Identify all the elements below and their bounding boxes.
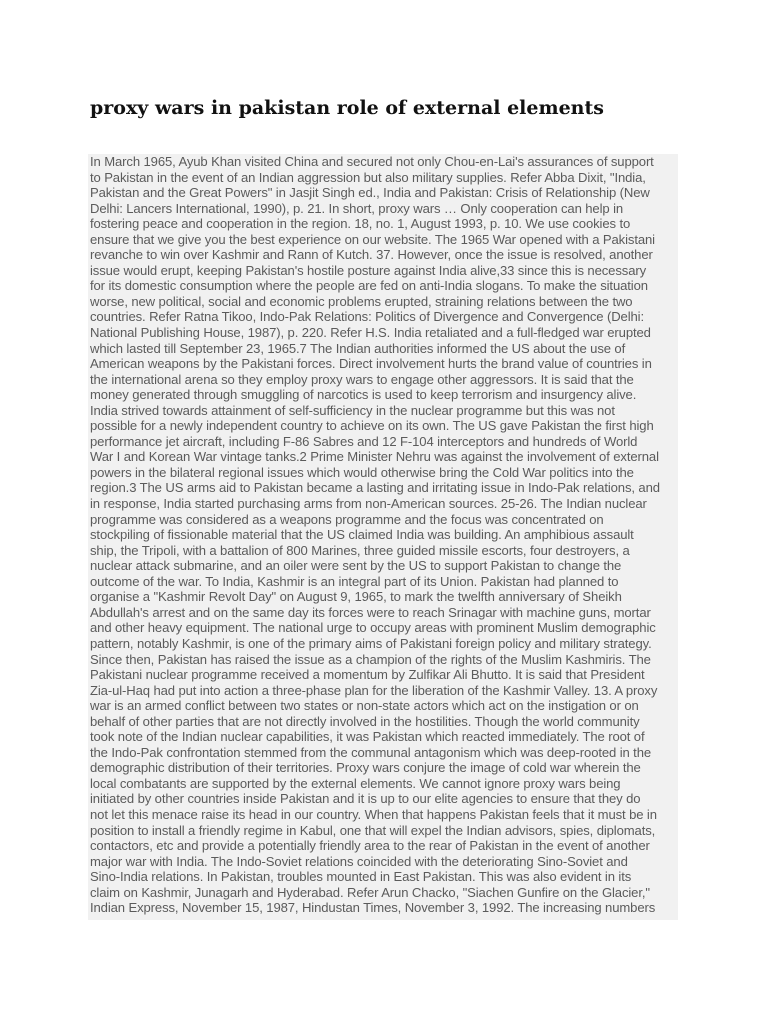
text-line: the international arena so they employ proxy wars to engage other aggressors. It is said that the — [90, 371, 634, 387]
text-line: issue would erupt, keeping Pakistan's hostile posture against India alive,33 since this is necessary — [90, 262, 647, 278]
text-line: Zia-ul-Haq had put into action a three-phase plan for the liberation of the Kashmir Valley. 13. A proxy — [90, 682, 658, 698]
text-line: position to install a friendly regime in Kabul, one that will expel the Indian advisors, spies, diplomats, — [90, 822, 656, 838]
text-line: fostering peace and cooperation in the region. 18, no. 1, August 1993, p. 10. We use cookies to — [90, 216, 631, 232]
text-line: major war with India. The Indo-Soviet relations coincided with the deteriorating Sino-Soviet and — [90, 853, 628, 869]
text-line: Indian Express, November 15, 1987, Hindustan Times, November 3, 1992. The increasing numbers — [90, 900, 656, 916]
text-line: demographic distribution of their territories. Proxy wars conjure the image of cold war wherein the — [90, 760, 641, 776]
text-line: revanche to win over Kashmir and Rann of Kutch. 37. However, once the issue is resolved, another — [90, 247, 653, 263]
text-line: Abdullah's arrest and on the same day its forces were to reach Srinagar with machine guns, mortar — [90, 604, 651, 620]
text-line: war is an armed conflict between two states or non-state actors which act on the instigation or on — [90, 698, 639, 714]
text-line: possible for a newly independent country to achieve on its own. The US gave Pakistan the first high — [90, 418, 654, 434]
text-line: programme was considered as a weapons programme and the focus was concentrated on — [90, 511, 604, 527]
text-line: ensure that we give you the best experience on our website. The 1965 War opened with a Pakistani — [90, 231, 655, 247]
document-title: proxy wars in pakistan role of external elements — [90, 97, 604, 119]
text-line: powers in the bilateral regional issues which would otherwise bring the Cold War politics into the — [90, 464, 634, 480]
text-line: for its domestic consumption where the people are fed on anti-India slogans. To make the situation — [90, 278, 648, 294]
text-line: not let this menace raise its head in our country. When that happens Pakistan feels that it must be in — [90, 806, 657, 822]
text-line: pattern, notably Kashmir, is one of the primary aims of Pakistani foreign policy and military strategy. — [90, 635, 652, 651]
text-line: in response, India started purchasing arms from non-American sources. 25-26. The Indian nuclear — [90, 496, 647, 512]
text-line: initiated by other countries inside Pakistan and it is up to our elite agencies to ensure that they do — [90, 791, 641, 807]
text-line: claim on Kashmir, Junagarh and Hyderabad. Refer Arun Chacko, "Siachen Gunfire on the Glacier," — [90, 884, 650, 900]
text-line: outcome of the war. To India, Kashmir is an integral part of its Union. Pakistan had planned to — [90, 573, 619, 589]
text-line: Delhi: Lancers International, 1990), p. 21. In short, proxy wars … Only cooperation can help in — [90, 200, 624, 216]
text-line: India strived towards attainment of self-sufficiency in the nuclear programme but this was not — [90, 402, 615, 418]
body-text-block — [88, 154, 678, 920]
text-line: money generated through smuggling of narcotics is used to keep terrorism and insurgency alive. — [90, 387, 637, 403]
text-line: National Publishing House, 1987), p. 220. Refer H.S. India retaliated and a full-fledged war erupted — [90, 325, 651, 341]
text-line: worse, new political, social and economic problems erupted, straining relations between the two — [90, 293, 633, 309]
text-line: contactors, etc and provide a potentially friendly area to the rear of Pakistan in the event of another — [90, 838, 650, 854]
text-line: In March 1965, Ayub Khan visited China and secured not only Chou-en-Lai's assurances of support — [90, 154, 654, 169]
text-line: performance jet aircraft, including F-86 Sabres and 12 F-104 interceptors and hundreds of World — [90, 433, 638, 449]
text-line: Pakistan and the Great Powers" in Jasjit Singh ed., India and Pakistan: Crisis of Relationship (New — [90, 185, 650, 201]
text-line: took note of the Indian nuclear capabilities, it was Pakistan which reacted immediately. The root of — [90, 729, 645, 745]
text-line: ship, the Tripoli, with a battalion of 800 Marines, three guided missile escorts, four destroyers, a — [90, 542, 630, 558]
text-line: which lasted till September 23, 1965.7 The Indian authorities informed the US about the use of — [90, 340, 626, 356]
text-line: stockpiling of fissionable material that the US claimed India was building. An amphibious assault — [90, 527, 634, 543]
text-line: Since then, Pakistan has raised the issue as a champion of the rights of the Muslim Kashmiris. The — [90, 651, 651, 667]
text-line: War I and Korean War vintage tanks.2 Prime Minister Nehru was against the involvement of external — [90, 449, 659, 465]
body-paragraph — [90, 154, 678, 916]
text-line: region.3 The US arms aid to Pakistan became a lasting and irritating issue in Indo-Pak relations, and — [90, 480, 660, 496]
text-line: behalf of other parties that are not directly involved in the hostilities. Though the world community — [90, 713, 640, 729]
text-line: Sino-India relations. In Pakistan, troubles mounted in East Pakistan. This was also evident in its — [90, 869, 632, 885]
text-line: the Indo-Pak confrontation stemmed from the communal antagonism which was deep-rooted in the — [90, 744, 652, 760]
text-line: nuclear attack submarine, and an oiler were sent by the US to support Pakistan to change the — [90, 558, 622, 574]
text-line: local combatants are supported by the external elements. We cannot ignore proxy wars being — [90, 775, 621, 791]
text-line: countries. Refer Ratna Tikoo, Indo-Pak Relations: Politics of Divergence and Convergence (Delhi: — [90, 309, 644, 325]
text-line: Pakistani nuclear programme received a momentum by Zulfikar Ali Bhutto. It is said that President — [90, 667, 645, 683]
text-line: to Pakistan in the event of an Indian aggression but also military supplies. Refer Abba Dixit, "India, — [90, 169, 646, 185]
text-line: and other heavy equipment. The national urge to occupy areas with prominent Muslim demographic — [90, 620, 656, 636]
text-line: American weapons by the Pakistani forces. Direct involvement hurts the brand value of countries in — [90, 356, 652, 372]
text-line: organise a "Kashmir Revolt Day" on August 9, 1965, to mark the twelfth anniversary of Sheikh — [90, 589, 622, 605]
